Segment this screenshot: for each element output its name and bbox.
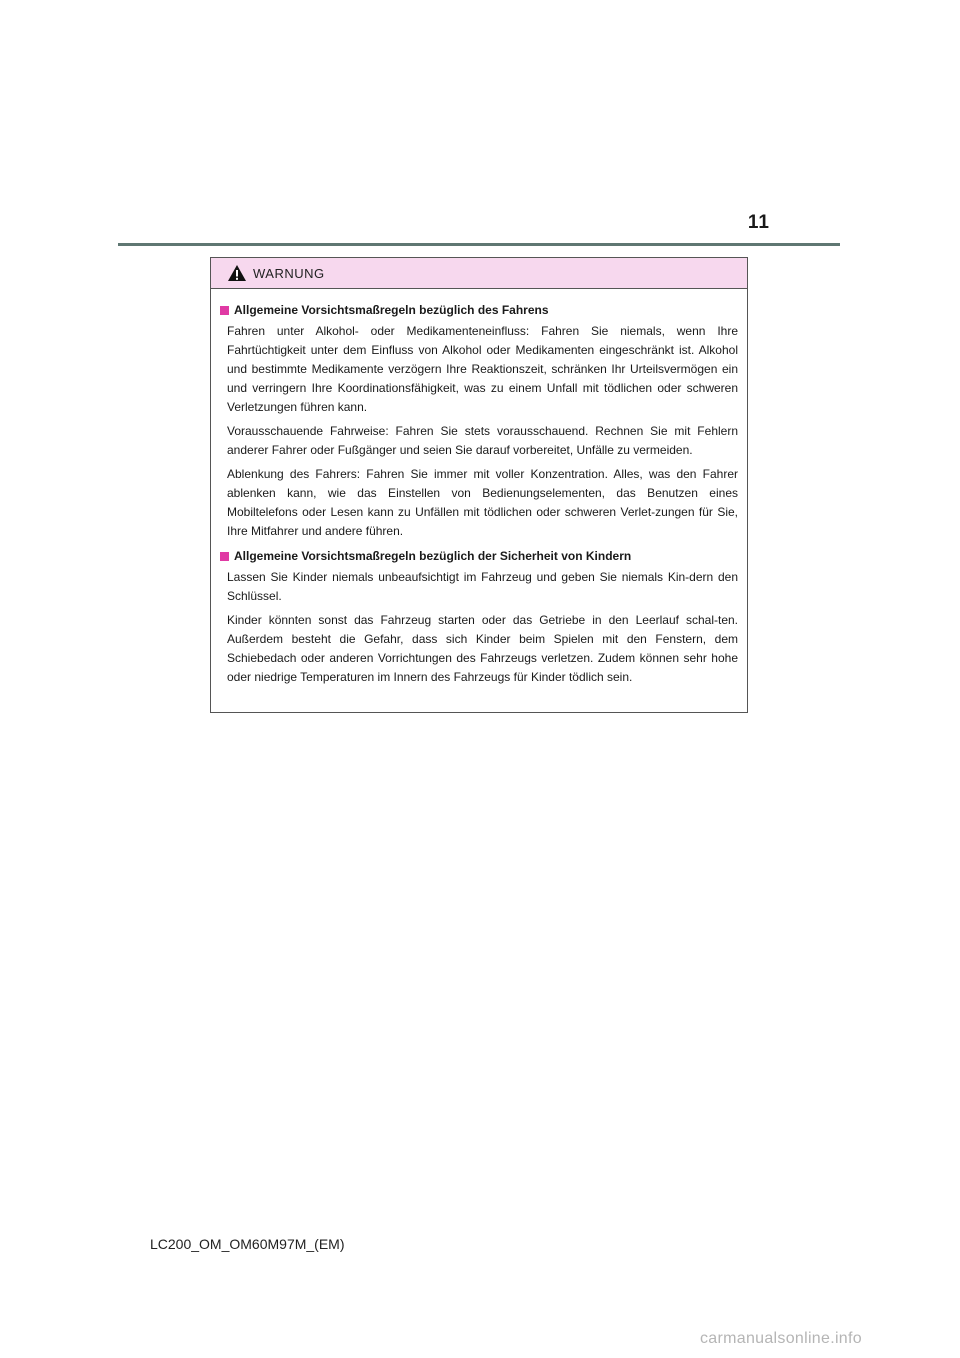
square-bullet-icon	[220, 306, 229, 315]
square-bullet-icon	[220, 552, 229, 561]
header-rule	[118, 243, 840, 246]
section-heading	[220, 547, 738, 566]
paragraph: Ablenkung des Fahrers: Fahren Sie immer mit voller Konzentration. Alles, was den Fahrer ablenken kann, wie das Einstellen von Bedienungselementen, das Benutzen eines Mobiltelefons oder Lesen kann zu Unfällen mit tödlichen oder schweren Verlet-zungen für Sie, Ihre Mitfahrer und andere führen.	[227, 467, 738, 538]
paragraph: Vorausschauende Fahrweise: Fahren Sie stets vorausschauend. Rechnen Sie mit Fehlern anderer Fahrer oder Fußgänger und seien Sie darauf vorbereitet, Unfälle zu vermeiden.	[227, 424, 738, 457]
section-heading-text: Allgemeine Vorsichtsmaßregeln bezüglich des Fahrens	[234, 303, 549, 317]
section-heading-text: Allgemeine Vorsichtsmaßregeln bezüglich der Sicherheit von Kindern	[234, 549, 632, 563]
paragraph: Fahren unter Alkohol- oder Medikamenteneinfluss: Fahren Sie niemals, wenn Ihre Fahrtüchtigkeit unter dem Einfluss von Alkohol oder Medikamenten eingeschränkt ist. Alkohol und bestimmte Medikamente verzögern Ihre Reaktionszeit, schränken Ihr Urteilsvermögen ein und verringern Ihre Koordinationsfähigkeit, was zu einem Unfall mit tödlichen oder schweren Verletzungen führen kann.	[227, 324, 738, 414]
warning-body	[211, 289, 747, 687]
watermark[interactable]: carmanualsonline.info	[700, 1330, 862, 1347]
paragraph: Kinder könnten sonst das Fahrzeug starten oder das Getriebe in den Leerlauf schal-ten. Außerdem besteht die Gefahr, dass sich Kinder beim Spielen mit den Fenstern, dem Schiebedach oder anderen Vorrichtungen des Fahrzeugs verletzen. Zudem können sehr hohe oder niedrige Temperaturen im Innern des Fahrzeugs für Kinder tödlich sein.	[227, 613, 738, 684]
paragraph: Lassen Sie Kinder niemals unbeaufsichtigt im Fahrzeug und geben Sie niemals Kin-dern den Schlüssel.	[227, 570, 738, 603]
warning-title: WARNUNG	[253, 265, 325, 281]
page-number: 11	[747, 212, 770, 233]
warning-box	[210, 257, 748, 713]
section-driving-precautions	[220, 301, 738, 541]
footer-code: LC200_OM_OM60M97M_(EM)	[150, 1236, 345, 1252]
warning-header	[211, 258, 747, 289]
warning-triangle-icon	[227, 264, 247, 282]
section-child-safety	[220, 547, 738, 687]
section-heading	[220, 301, 738, 320]
